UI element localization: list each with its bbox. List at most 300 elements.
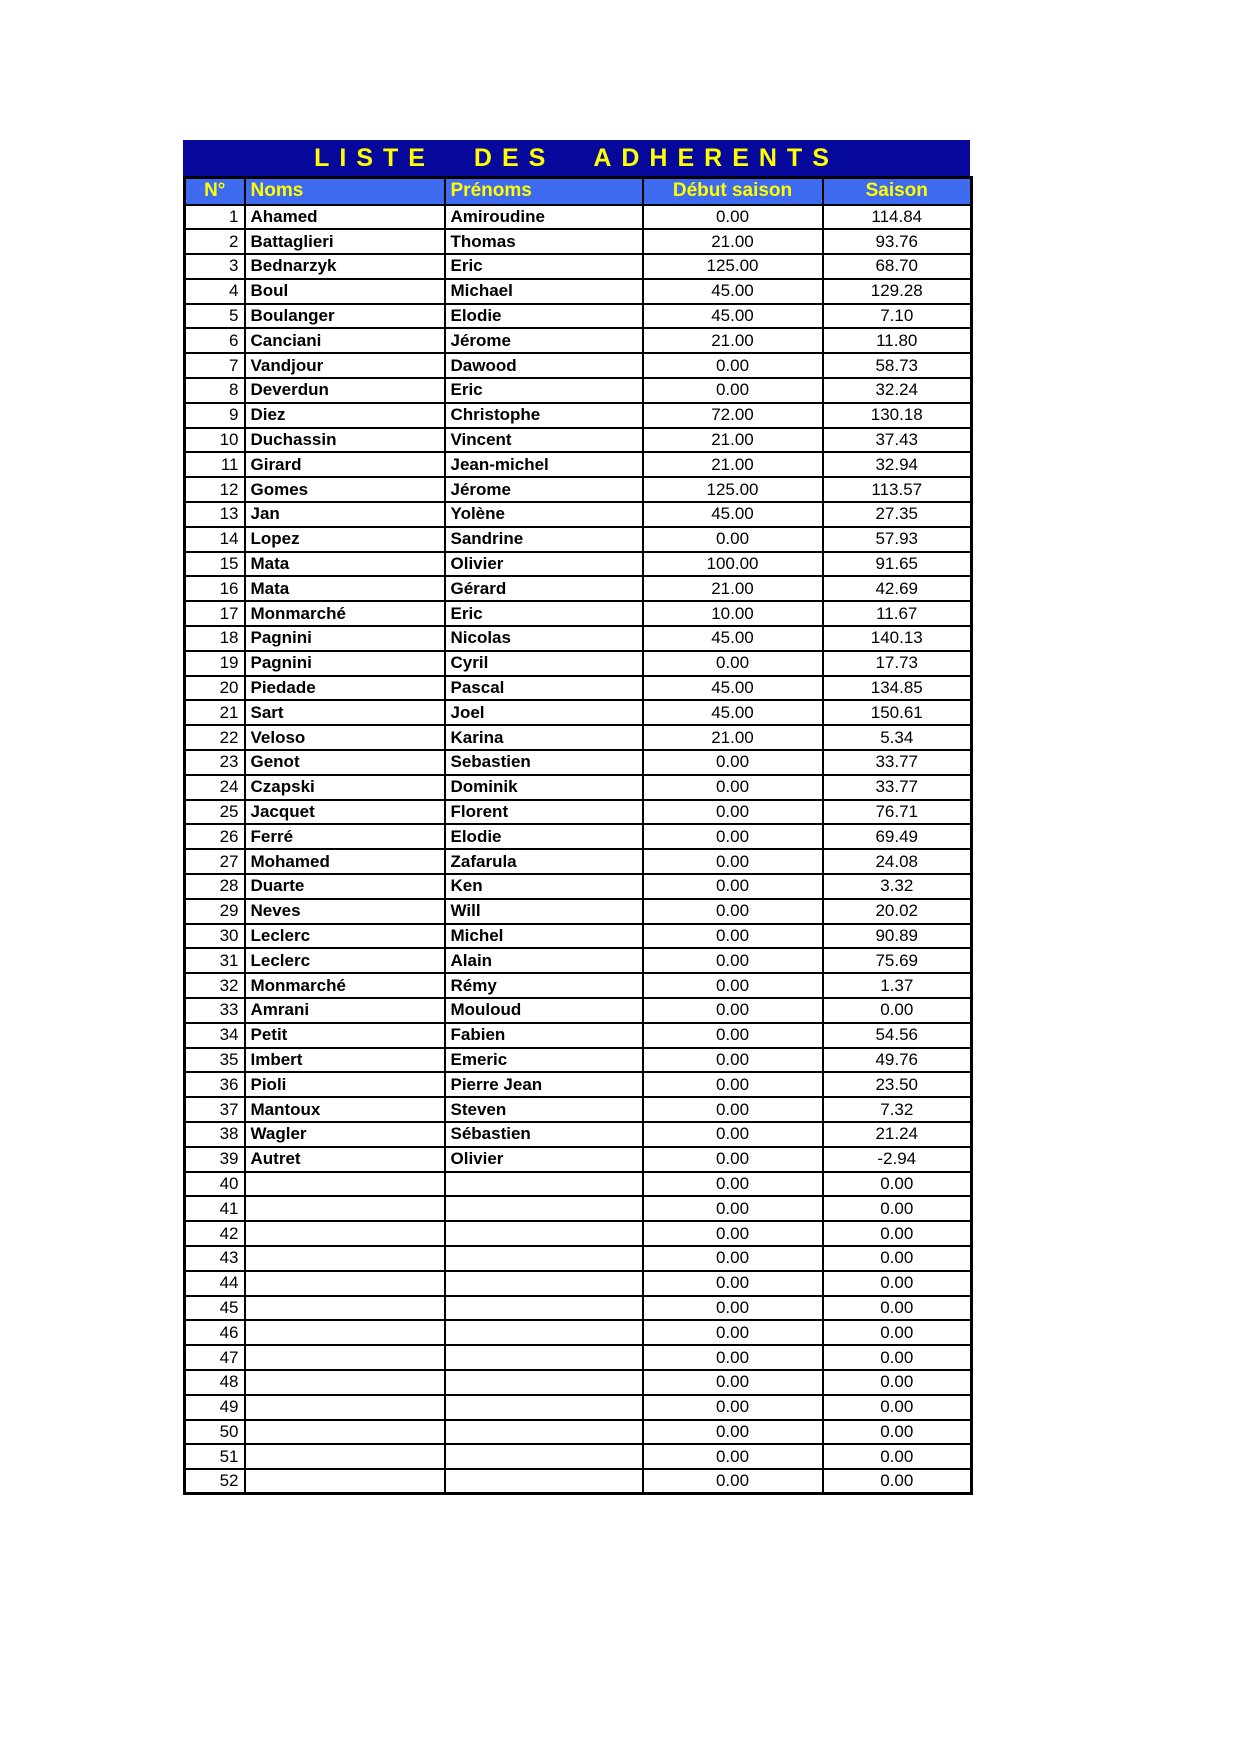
table-row — [185, 924, 972, 949]
cell-saison: 0.00 — [823, 1246, 972, 1271]
cell-numero: 41 — [185, 1196, 245, 1221]
cell-nom: Mata — [245, 576, 445, 601]
cell-prenom: Michael — [445, 279, 643, 304]
cell-nom — [245, 1370, 445, 1395]
cell-nom — [245, 1420, 445, 1445]
cell-saison: 113.57 — [823, 477, 972, 502]
cell-nom: Genot — [245, 750, 445, 775]
cell-debut-saison: 0.00 — [643, 205, 823, 230]
cell-numero: 49 — [185, 1395, 245, 1420]
cell-debut-saison: 0.00 — [643, 800, 823, 825]
table-row — [185, 403, 972, 428]
cell-prenom: Jérome — [445, 328, 643, 353]
cell-prenom: Eric — [445, 601, 643, 626]
cell-debut-saison: 21.00 — [643, 452, 823, 477]
cell-nom — [245, 1395, 445, 1420]
cell-prenom: Nicolas — [445, 626, 643, 651]
cell-debut-saison: 0.00 — [643, 1023, 823, 1048]
cell-numero: 16 — [185, 576, 245, 601]
cell-debut-saison: 0.00 — [643, 353, 823, 378]
table-row — [185, 552, 972, 577]
cell-numero: 45 — [185, 1296, 245, 1321]
cell-numero: 19 — [185, 651, 245, 676]
cell-nom: Deverdun — [245, 378, 445, 403]
cell-saison: 68.70 — [823, 254, 972, 279]
cell-prenom — [445, 1420, 643, 1445]
cell-saison: 0.00 — [823, 1172, 972, 1197]
cell-saison: 0.00 — [823, 998, 972, 1023]
cell-prenom: Jean-michel — [445, 452, 643, 477]
cell-nom: Duarte — [245, 874, 445, 899]
cell-nom — [245, 1320, 445, 1345]
cell-prenom: Emeric — [445, 1048, 643, 1073]
cell-saison: 90.89 — [823, 924, 972, 949]
cell-numero: 35 — [185, 1048, 245, 1073]
cell-prenom: Mouloud — [445, 998, 643, 1023]
table-row — [185, 304, 972, 329]
cell-debut-saison: 0.00 — [643, 750, 823, 775]
cell-prenom — [445, 1345, 643, 1370]
cell-numero: 13 — [185, 502, 245, 527]
cell-numero: 52 — [185, 1469, 245, 1494]
cell-nom: Piedade — [245, 676, 445, 701]
cell-nom: Pagnini — [245, 651, 445, 676]
cell-numero: 9 — [185, 403, 245, 428]
cell-numero: 2 — [185, 229, 245, 254]
table-row — [185, 1147, 972, 1172]
cell-saison: 5.34 — [823, 725, 972, 750]
cell-saison: 69.49 — [823, 824, 972, 849]
table-row — [185, 502, 972, 527]
table-row — [185, 750, 972, 775]
cell-debut-saison: 0.00 — [643, 651, 823, 676]
cell-prenom: Pierre Jean — [445, 1072, 643, 1097]
cell-numero: 18 — [185, 626, 245, 651]
cell-numero: 37 — [185, 1097, 245, 1122]
cell-numero: 27 — [185, 849, 245, 874]
cell-prenom — [445, 1246, 643, 1271]
table-row — [185, 1221, 972, 1246]
cell-debut-saison: 125.00 — [643, 254, 823, 279]
cell-nom: Duchassin — [245, 428, 445, 453]
cell-debut-saison: 45.00 — [643, 626, 823, 651]
cell-saison: 1.37 — [823, 973, 972, 998]
cell-saison: 49.76 — [823, 1048, 972, 1073]
cell-saison: 57.93 — [823, 527, 972, 552]
cell-prenom — [445, 1221, 643, 1246]
cell-debut-saison: 0.00 — [643, 1395, 823, 1420]
table-row — [185, 576, 972, 601]
cell-nom: Pioli — [245, 1072, 445, 1097]
cell-prenom: Pascal — [445, 676, 643, 701]
cell-nom: Bednarzyk — [245, 254, 445, 279]
table-row — [185, 1097, 972, 1122]
table-row — [185, 1246, 972, 1271]
table-row — [185, 775, 972, 800]
cell-prenom — [445, 1395, 643, 1420]
cell-nom: Ferré — [245, 824, 445, 849]
cell-prenom: Ken — [445, 874, 643, 899]
cell-prenom: Dawood — [445, 353, 643, 378]
cell-saison: 0.00 — [823, 1345, 972, 1370]
cell-prenom: Olivier — [445, 1147, 643, 1172]
cell-nom: Lopez — [245, 527, 445, 552]
cell-nom: Girard — [245, 452, 445, 477]
cell-numero: 24 — [185, 775, 245, 800]
cell-nom: Czapski — [245, 775, 445, 800]
cell-numero: 33 — [185, 998, 245, 1023]
cell-numero: 7 — [185, 353, 245, 378]
cell-numero: 8 — [185, 378, 245, 403]
cell-prenom: Vincent — [445, 428, 643, 453]
cell-saison: 32.24 — [823, 378, 972, 403]
header-debut-saison: Début saison — [643, 178, 823, 205]
cell-debut-saison: 21.00 — [643, 328, 823, 353]
adherents-table — [183, 176, 973, 1495]
cell-prenom: Steven — [445, 1097, 643, 1122]
cell-debut-saison: 0.00 — [643, 1196, 823, 1221]
cell-saison: 21.24 — [823, 1122, 972, 1147]
cell-numero: 15 — [185, 552, 245, 577]
cell-debut-saison: 0.00 — [643, 973, 823, 998]
cell-prenom: Olivier — [445, 552, 643, 577]
header-noms: Noms — [245, 178, 445, 205]
cell-debut-saison: 21.00 — [643, 576, 823, 601]
table-row — [185, 1271, 972, 1296]
table-row — [185, 800, 972, 825]
table-row — [185, 824, 972, 849]
cell-nom: Jacquet — [245, 800, 445, 825]
cell-prenom: Jérome — [445, 477, 643, 502]
cell-debut-saison: 0.00 — [643, 1122, 823, 1147]
table-row — [185, 477, 972, 502]
table-row — [185, 229, 972, 254]
table-row — [185, 998, 972, 1023]
cell-numero: 30 — [185, 924, 245, 949]
cell-nom: Boul — [245, 279, 445, 304]
table-row — [185, 700, 972, 725]
cell-saison: 11.80 — [823, 328, 972, 353]
cell-debut-saison: 0.00 — [643, 775, 823, 800]
cell-prenom: Thomas — [445, 229, 643, 254]
table-row — [185, 279, 972, 304]
cell-saison: 0.00 — [823, 1196, 972, 1221]
cell-debut-saison: 0.00 — [643, 1072, 823, 1097]
cell-saison: 0.00 — [823, 1320, 972, 1345]
cell-debut-saison: 21.00 — [643, 229, 823, 254]
cell-numero: 28 — [185, 874, 245, 899]
cell-debut-saison: 0.00 — [643, 899, 823, 924]
cell-numero: 40 — [185, 1172, 245, 1197]
cell-saison: 0.00 — [823, 1469, 972, 1494]
cell-numero: 21 — [185, 700, 245, 725]
cell-nom: Amrani — [245, 998, 445, 1023]
cell-saison: 0.00 — [823, 1271, 972, 1296]
table-body — [185, 205, 972, 1494]
cell-prenom: Michel — [445, 924, 643, 949]
table-row — [185, 353, 972, 378]
cell-numero: 4 — [185, 279, 245, 304]
header-prenoms: Prénoms — [445, 178, 643, 205]
cell-prenom: Yolène — [445, 502, 643, 527]
cell-prenom — [445, 1296, 643, 1321]
cell-prenom: Rémy — [445, 973, 643, 998]
header-row — [185, 178, 972, 205]
cell-nom: Autret — [245, 1147, 445, 1172]
cell-nom: Jan — [245, 502, 445, 527]
cell-numero: 3 — [185, 254, 245, 279]
cell-prenom — [445, 1370, 643, 1395]
cell-numero: 23 — [185, 750, 245, 775]
adherents-list — [183, 140, 970, 1495]
cell-debut-saison: 72.00 — [643, 403, 823, 428]
cell-nom: Mantoux — [245, 1097, 445, 1122]
cell-nom: Neves — [245, 899, 445, 924]
cell-debut-saison: 0.00 — [643, 378, 823, 403]
table-row — [185, 973, 972, 998]
table-row — [185, 651, 972, 676]
cell-nom — [245, 1271, 445, 1296]
cell-saison: 37.43 — [823, 428, 972, 453]
cell-debut-saison: 45.00 — [643, 279, 823, 304]
cell-nom — [245, 1296, 445, 1321]
table-row — [185, 328, 972, 353]
table-row — [185, 725, 972, 750]
table-row — [185, 1370, 972, 1395]
cell-numero: 29 — [185, 899, 245, 924]
cell-saison: 140.13 — [823, 626, 972, 651]
cell-prenom — [445, 1172, 643, 1197]
cell-prenom: Elodie — [445, 824, 643, 849]
table-title: LISTE DES ADHERENTS — [183, 140, 970, 176]
cell-saison: 27.35 — [823, 502, 972, 527]
cell-numero: 25 — [185, 800, 245, 825]
cell-saison: 75.69 — [823, 948, 972, 973]
cell-nom: Battaglieri — [245, 229, 445, 254]
cell-prenom: Gérard — [445, 576, 643, 601]
cell-saison: 3.32 — [823, 874, 972, 899]
cell-prenom: Fabien — [445, 1023, 643, 1048]
cell-nom — [245, 1221, 445, 1246]
cell-numero: 36 — [185, 1072, 245, 1097]
cell-numero: 6 — [185, 328, 245, 353]
cell-nom: Sart — [245, 700, 445, 725]
table-row — [185, 948, 972, 973]
cell-numero: 43 — [185, 1246, 245, 1271]
cell-debut-saison: 0.00 — [643, 1097, 823, 1122]
cell-prenom: Florent — [445, 800, 643, 825]
cell-saison: 0.00 — [823, 1444, 972, 1469]
cell-numero: 47 — [185, 1345, 245, 1370]
header-saison: Saison — [823, 178, 972, 205]
cell-saison: 114.84 — [823, 205, 972, 230]
cell-prenom: Sebastien — [445, 750, 643, 775]
cell-numero: 38 — [185, 1122, 245, 1147]
cell-saison: 42.69 — [823, 576, 972, 601]
table-row — [185, 205, 972, 230]
cell-debut-saison: 45.00 — [643, 700, 823, 725]
cell-prenom: Eric — [445, 378, 643, 403]
table-row — [185, 527, 972, 552]
cell-saison: 0.00 — [823, 1221, 972, 1246]
cell-nom: Pagnini — [245, 626, 445, 651]
cell-numero: 17 — [185, 601, 245, 626]
cell-saison: 7.10 — [823, 304, 972, 329]
table-row — [185, 1122, 972, 1147]
table-row — [185, 601, 972, 626]
cell-debut-saison: 0.00 — [643, 1469, 823, 1494]
cell-numero: 20 — [185, 676, 245, 701]
cell-saison: 0.00 — [823, 1370, 972, 1395]
cell-saison: 23.50 — [823, 1072, 972, 1097]
cell-prenom: Alain — [445, 948, 643, 973]
cell-saison: 0.00 — [823, 1395, 972, 1420]
cell-nom: Monmarché — [245, 973, 445, 998]
cell-debut-saison: 0.00 — [643, 1172, 823, 1197]
cell-debut-saison: 0.00 — [643, 1345, 823, 1370]
table-row — [185, 1469, 972, 1494]
table-row — [185, 874, 972, 899]
cell-debut-saison: 0.00 — [643, 948, 823, 973]
cell-saison: -2.94 — [823, 1147, 972, 1172]
cell-prenom: Cyril — [445, 651, 643, 676]
cell-nom: Vandjour — [245, 353, 445, 378]
cell-debut-saison: 0.00 — [643, 849, 823, 874]
cell-nom: Boulanger — [245, 304, 445, 329]
cell-numero: 42 — [185, 1221, 245, 1246]
table-row — [185, 1296, 972, 1321]
cell-nom: Monmarché — [245, 601, 445, 626]
cell-nom — [245, 1196, 445, 1221]
table-row — [185, 1345, 972, 1370]
cell-saison: 150.61 — [823, 700, 972, 725]
cell-saison: 76.71 — [823, 800, 972, 825]
cell-numero: 32 — [185, 973, 245, 998]
cell-debut-saison: 45.00 — [643, 304, 823, 329]
cell-nom: Mohamed — [245, 849, 445, 874]
cell-prenom — [445, 1444, 643, 1469]
cell-debut-saison: 0.00 — [643, 1420, 823, 1445]
table-row — [185, 378, 972, 403]
table-row — [185, 1072, 972, 1097]
cell-nom: Gomes — [245, 477, 445, 502]
cell-debut-saison: 0.00 — [643, 1221, 823, 1246]
cell-numero: 12 — [185, 477, 245, 502]
cell-numero: 22 — [185, 725, 245, 750]
cell-debut-saison: 21.00 — [643, 725, 823, 750]
cell-prenom — [445, 1271, 643, 1296]
cell-numero: 44 — [185, 1271, 245, 1296]
cell-saison: 91.65 — [823, 552, 972, 577]
cell-saison: 20.02 — [823, 899, 972, 924]
table-row — [185, 899, 972, 924]
cell-debut-saison: 10.00 — [643, 601, 823, 626]
cell-numero: 48 — [185, 1370, 245, 1395]
cell-prenom: Amiroudine — [445, 205, 643, 230]
cell-nom: Ahamed — [245, 205, 445, 230]
cell-prenom: Karina — [445, 725, 643, 750]
cell-prenom: Dominik — [445, 775, 643, 800]
table-row — [185, 1444, 972, 1469]
cell-debut-saison: 0.00 — [643, 998, 823, 1023]
cell-prenom: Elodie — [445, 304, 643, 329]
cell-nom: Leclerc — [245, 924, 445, 949]
cell-debut-saison: 45.00 — [643, 676, 823, 701]
cell-debut-saison: 0.00 — [643, 1296, 823, 1321]
cell-saison: 0.00 — [823, 1420, 972, 1445]
cell-prenom: Will — [445, 899, 643, 924]
cell-numero: 31 — [185, 948, 245, 973]
cell-prenom: Sébastien — [445, 1122, 643, 1147]
table-row — [185, 452, 972, 477]
cell-nom: Veloso — [245, 725, 445, 750]
cell-numero: 5 — [185, 304, 245, 329]
cell-prenom: Eric — [445, 254, 643, 279]
cell-saison: 93.76 — [823, 229, 972, 254]
cell-saison: 54.56 — [823, 1023, 972, 1048]
cell-saison: 33.77 — [823, 750, 972, 775]
cell-nom — [245, 1172, 445, 1197]
cell-numero: 1 — [185, 205, 245, 230]
cell-saison: 130.18 — [823, 403, 972, 428]
cell-numero: 26 — [185, 824, 245, 849]
cell-debut-saison: 45.00 — [643, 502, 823, 527]
cell-saison: 11.67 — [823, 601, 972, 626]
cell-nom: Canciani — [245, 328, 445, 353]
table-row — [185, 1320, 972, 1345]
cell-nom: Mata — [245, 552, 445, 577]
cell-debut-saison: 0.00 — [643, 924, 823, 949]
cell-saison: 58.73 — [823, 353, 972, 378]
table-row — [185, 254, 972, 279]
cell-numero: 10 — [185, 428, 245, 453]
cell-saison: 17.73 — [823, 651, 972, 676]
table-row — [185, 1023, 972, 1048]
cell-numero: 46 — [185, 1320, 245, 1345]
table-row — [185, 428, 972, 453]
cell-debut-saison: 0.00 — [643, 527, 823, 552]
cell-nom — [245, 1246, 445, 1271]
cell-saison: 33.77 — [823, 775, 972, 800]
cell-numero: 11 — [185, 452, 245, 477]
cell-nom: Petit — [245, 1023, 445, 1048]
cell-debut-saison: 21.00 — [643, 428, 823, 453]
cell-debut-saison: 0.00 — [643, 1444, 823, 1469]
cell-debut-saison: 0.00 — [643, 1246, 823, 1271]
cell-prenom: Zafarula — [445, 849, 643, 874]
cell-debut-saison: 0.00 — [643, 1048, 823, 1073]
cell-saison: 32.94 — [823, 452, 972, 477]
cell-saison: 24.08 — [823, 849, 972, 874]
table-row — [185, 626, 972, 651]
cell-prenom — [445, 1196, 643, 1221]
cell-nom — [245, 1469, 445, 1494]
table-row — [185, 1172, 972, 1197]
cell-prenom — [445, 1320, 643, 1345]
cell-numero: 34 — [185, 1023, 245, 1048]
table-row — [185, 1420, 972, 1445]
table-row — [185, 1395, 972, 1420]
cell-nom — [245, 1444, 445, 1469]
header-numero: N° — [185, 178, 245, 205]
cell-prenom — [445, 1469, 643, 1494]
cell-nom: Wagler — [245, 1122, 445, 1147]
cell-nom — [245, 1345, 445, 1370]
cell-debut-saison: 0.00 — [643, 824, 823, 849]
cell-nom: Leclerc — [245, 948, 445, 973]
cell-nom: Imbert — [245, 1048, 445, 1073]
table-row — [185, 1048, 972, 1073]
